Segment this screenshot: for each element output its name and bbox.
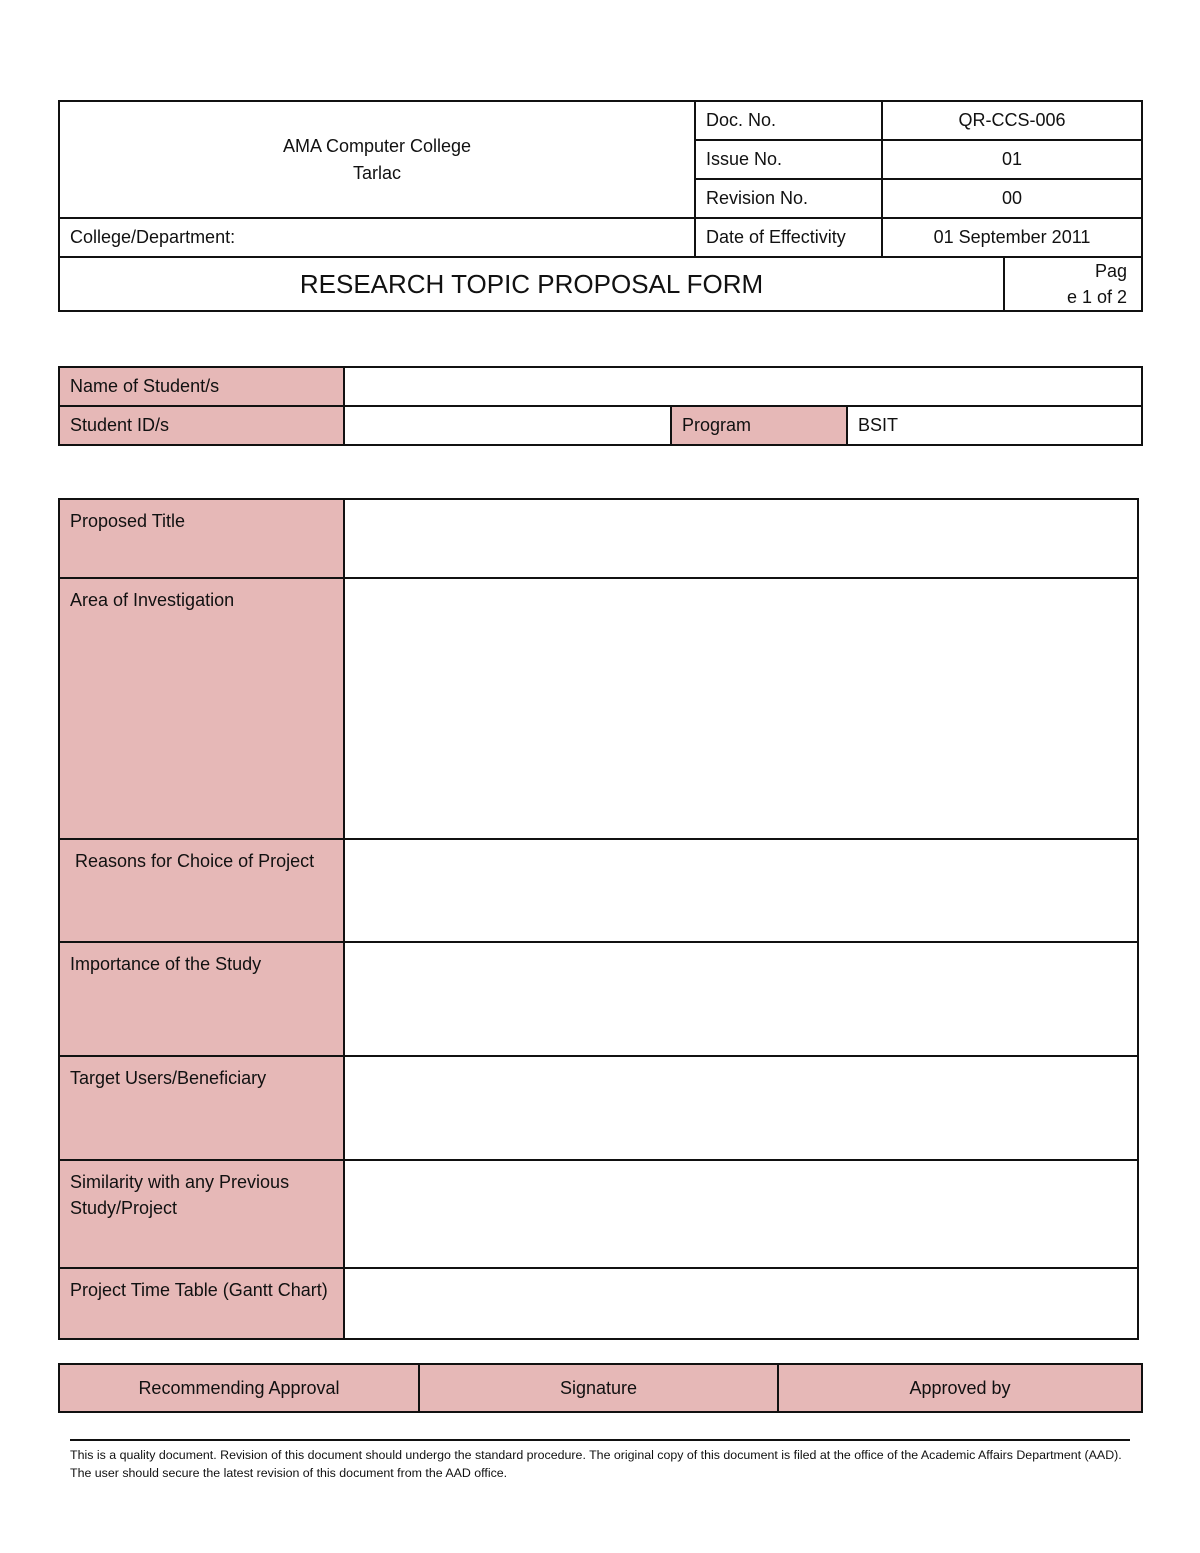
doc-no-label: Doc. No. <box>695 101 882 140</box>
date-of-effectivity-label: Date of Effectivity <box>695 218 882 257</box>
student-id-label: Student ID/s <box>59 406 344 445</box>
student-name-label: Name of Student/s <box>59 367 344 406</box>
proposal-table <box>58 498 1139 1340</box>
form-title: RESEARCH TOPIC PROPOSAL FORM <box>59 257 1004 311</box>
target-users-field[interactable] <box>344 1056 1138 1160</box>
target-users-label: Target Users/Beneficiary <box>59 1056 344 1160</box>
importance-of-study-field[interactable] <box>344 942 1138 1056</box>
proposed-title-label: Proposed Title <box>59 499 344 578</box>
reasons-for-choice-label: Reasons for Choice of Project <box>59 839 344 942</box>
footer-note: This is a quality document. Revision of this document should undergo the standard procedure. The original copy of this document is filed at the office of the Academic Affairs Department (AAD). The user should secure the latest revision of this document from the AAD office. <box>70 1448 1122 1480</box>
importance-of-study-label: Importance of the Study <box>59 942 344 1056</box>
approved-by-label: Approved by <box>778 1364 1142 1412</box>
signature-label: Signature <box>419 1364 778 1412</box>
area-of-investigation-label: Area of Investigation <box>59 578 344 839</box>
approval-table <box>58 1363 1143 1413</box>
page-number <box>1004 257 1142 311</box>
doc-no-value: QR-CCS-006 <box>882 101 1142 140</box>
proposed-title-field[interactable] <box>344 499 1138 578</box>
recommending-approval-label: Recommending Approval <box>59 1364 419 1412</box>
revision-no-value: 00 <box>882 179 1142 218</box>
date-of-effectivity-value: 01 September 2011 <box>882 218 1142 257</box>
student-info-table <box>58 366 1143 446</box>
issue-no-label: Issue No. <box>695 140 882 179</box>
area-of-investigation-field[interactable] <box>344 578 1138 839</box>
project-timetable-field[interactable] <box>344 1268 1138 1339</box>
footer-divider <box>70 1439 1130 1441</box>
issue-no-value: 01 <box>882 140 1142 179</box>
program-field[interactable]: BSIT <box>847 406 1142 445</box>
department-label: College/Department: <box>59 218 695 257</box>
reasons-for-choice-field[interactable] <box>344 839 1138 942</box>
project-timetable-label: Project Time Table (Gantt Chart) <box>59 1268 344 1339</box>
campus-name: Tarlac <box>352 162 401 183</box>
college-block <box>59 101 695 218</box>
document-header <box>58 100 1143 312</box>
college-name: AMA Computer College <box>282 135 472 156</box>
page-number-line1: Pag <box>1094 261 1127 281</box>
student-name-field[interactable] <box>344 367 1142 406</box>
student-id-field[interactable] <box>344 406 671 445</box>
revision-no-label: Revision No. <box>695 179 882 218</box>
page-number-line2: e 1 of 2 <box>1066 287 1127 307</box>
program-label: Program <box>671 406 847 445</box>
similarity-label: Similarity with any Previous Study/Project <box>59 1160 344 1268</box>
similarity-field[interactable] <box>344 1160 1138 1268</box>
